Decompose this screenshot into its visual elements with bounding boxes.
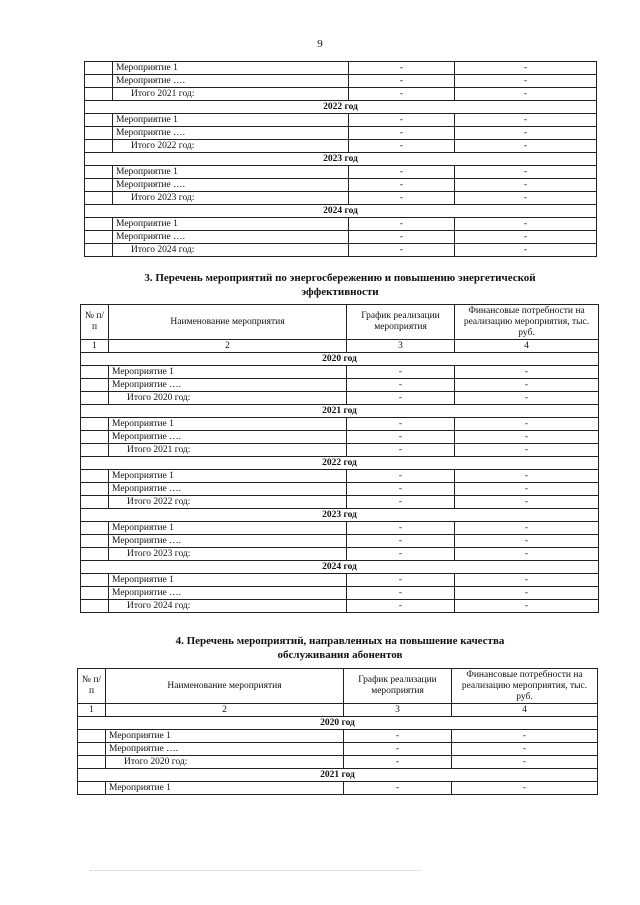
table-row	[81, 483, 599, 496]
table-cell: 2021 год	[81, 405, 599, 418]
table-cell: 2020 год	[78, 717, 598, 730]
table-cell: -	[455, 600, 599, 613]
table-cell: 4	[455, 340, 599, 353]
table-cell: Итого 2020 год:	[106, 756, 344, 769]
table-row	[81, 444, 599, 457]
table-cell: -	[455, 587, 599, 600]
footer-marks	[90, 870, 420, 872]
table-cell	[78, 782, 106, 795]
table-row	[81, 587, 599, 600]
table-cell	[81, 431, 109, 444]
table-cell: -	[455, 379, 599, 392]
table-cell: График реализации мероприятия	[347, 305, 455, 340]
table-row	[85, 88, 597, 101]
table-cell	[85, 75, 113, 88]
table-cell: Мероприятие ….	[113, 179, 349, 192]
table-row	[85, 179, 597, 192]
table-cell: -	[455, 231, 597, 244]
table-cell: Мероприятие ….	[109, 535, 347, 548]
table-header	[81, 305, 599, 340]
table-cell: -	[455, 483, 599, 496]
table-cell: -	[455, 522, 599, 535]
table-row	[85, 192, 597, 205]
table-cell: Мероприятие ….	[109, 587, 347, 600]
table-row	[85, 166, 597, 179]
table-cell	[85, 127, 113, 140]
table-cell: -	[452, 782, 598, 795]
table-cell: -	[347, 574, 455, 587]
table-cell: -	[344, 756, 452, 769]
table-cell: Наименование мероприятия	[106, 669, 344, 704]
table-row	[85, 62, 597, 75]
table-cell	[85, 179, 113, 192]
table-cell: Итого 2020 год:	[109, 392, 347, 405]
table-cell	[85, 166, 113, 179]
table-cell	[85, 88, 113, 101]
table-cell: Мероприятие 1	[113, 62, 349, 75]
table-cell: -	[347, 522, 455, 535]
table-cell: -	[455, 140, 597, 153]
table-cell: Итого 2021 год:	[113, 88, 349, 101]
table-cell	[85, 114, 113, 127]
table-cell: График реализации мероприятия	[344, 669, 452, 704]
table-cell: Мероприятие ….	[113, 75, 349, 88]
table-cell: -	[349, 231, 455, 244]
table-cell: -	[349, 218, 455, 231]
table-row	[81, 574, 599, 587]
table-cell	[85, 140, 113, 153]
table-cell: -	[455, 444, 599, 457]
table-cell: -	[344, 782, 452, 795]
table-cell: 2024 год	[85, 205, 597, 218]
table-cell: -	[455, 114, 597, 127]
table-cell: Мероприятие ….	[109, 379, 347, 392]
table-cell: Итого 2024 год:	[113, 244, 349, 257]
table-cell: -	[455, 535, 599, 548]
table-cell: 3	[344, 704, 452, 717]
table-cell	[81, 535, 109, 548]
year-row	[78, 769, 598, 782]
table-cell: -	[455, 431, 599, 444]
table-cell: Наименование мероприятия	[109, 305, 347, 340]
table-cell: Мероприятие 1	[109, 366, 347, 379]
table-cell: -	[347, 444, 455, 457]
table-cell: -	[452, 743, 598, 756]
table-cell: -	[347, 548, 455, 561]
table-row	[85, 244, 597, 257]
table-cell	[85, 62, 113, 75]
table-cell: -	[452, 756, 598, 769]
table-cell: -	[344, 730, 452, 743]
table-cell: Мероприятие 1	[113, 166, 349, 179]
table-cell: Итого 2022 год:	[113, 140, 349, 153]
table-cell: -	[455, 470, 599, 483]
table-cell	[81, 392, 109, 405]
table-cell: Итого 2024 год:	[109, 600, 347, 613]
table-cell: -	[349, 62, 455, 75]
table-row	[81, 496, 599, 509]
table-cell	[81, 587, 109, 600]
table-cell: -	[349, 114, 455, 127]
table-cell: -	[347, 366, 455, 379]
table-cell: -	[347, 600, 455, 613]
table-row	[78, 756, 598, 769]
table-cell: Мероприятие ….	[109, 431, 347, 444]
table-cell: 4	[452, 704, 598, 717]
table-cell: Мероприятие 1	[106, 782, 344, 795]
table-cell: 2023 год	[81, 509, 599, 522]
table-cell	[81, 379, 109, 392]
table-cell	[85, 231, 113, 244]
table-cell: Мероприятие ….	[106, 743, 344, 756]
table-cell: Мероприятие ….	[109, 483, 347, 496]
table-cell: 2024 год	[81, 561, 599, 574]
table-row	[81, 470, 599, 483]
table-cell	[81, 522, 109, 535]
table-cell: Мероприятие 1	[113, 218, 349, 231]
table-cell: -	[455, 366, 599, 379]
table-row	[81, 431, 599, 444]
table-cell: Финансовые потребности на реализацию мероприятия, тыс. руб.	[452, 669, 598, 704]
table-cell: Итого 2022 год:	[109, 496, 347, 509]
section4-table	[77, 668, 598, 795]
table-cell: 2	[106, 704, 344, 717]
table-row	[81, 548, 599, 561]
table-row	[78, 782, 598, 795]
table-cell	[85, 218, 113, 231]
table-cell: -	[455, 392, 599, 405]
table-cell: -	[347, 587, 455, 600]
table-cell: Мероприятие 1	[109, 470, 347, 483]
table-row	[81, 366, 599, 379]
table-cell	[81, 366, 109, 379]
table-row	[81, 600, 599, 613]
table-cell: -	[455, 179, 597, 192]
table-row	[81, 418, 599, 431]
table-cell	[85, 244, 113, 257]
table-cell: 3	[347, 340, 455, 353]
table-cell	[85, 192, 113, 205]
table-cell: -	[347, 496, 455, 509]
year-row	[85, 205, 597, 218]
table-cell: -	[349, 192, 455, 205]
year-row	[85, 153, 597, 166]
table-cell: -	[347, 431, 455, 444]
table-row	[85, 231, 597, 244]
table-row	[81, 392, 599, 405]
table-row	[81, 522, 599, 535]
table-cell: Итого 2023 год:	[109, 548, 347, 561]
table-cell: -	[349, 244, 455, 257]
table-cell: -	[349, 88, 455, 101]
year-row	[81, 353, 599, 366]
table-cell: -	[455, 88, 597, 101]
table-cell: Финансовые потребности на реализацию мероприятия, тыс. руб.	[455, 305, 599, 340]
table-cell: 2022 год	[85, 101, 597, 114]
table-cell: -	[349, 140, 455, 153]
year-row	[81, 509, 599, 522]
table-row	[85, 140, 597, 153]
table-row	[78, 743, 598, 756]
table-cell	[78, 743, 106, 756]
table-cell	[78, 756, 106, 769]
table-cell: -	[455, 75, 597, 88]
section3-table	[80, 304, 599, 613]
table-cell: Итого 2023 год:	[113, 192, 349, 205]
table-row	[85, 114, 597, 127]
table-cell	[81, 444, 109, 457]
table-cell	[78, 730, 106, 743]
table-cell: 2023 год	[85, 153, 597, 166]
year-row	[81, 405, 599, 418]
table-cell: -	[349, 179, 455, 192]
year-row	[81, 457, 599, 470]
page-number: 9	[317, 38, 323, 50]
table-cell	[81, 483, 109, 496]
table-cell: Мероприятие ….	[113, 231, 349, 244]
table-cell: -	[452, 730, 598, 743]
table-header	[78, 669, 598, 704]
year-row	[81, 561, 599, 574]
column-numbers	[78, 704, 598, 717]
table-cell: № п/п	[81, 305, 109, 340]
table-cell: Мероприятие 1	[109, 574, 347, 587]
table-cell: -	[455, 418, 599, 431]
table-row	[85, 75, 597, 88]
table-row	[81, 379, 599, 392]
table-cell	[81, 574, 109, 587]
table-cell: Мероприятие 1	[109, 522, 347, 535]
table-cell: -	[347, 535, 455, 548]
table-cell: -	[347, 379, 455, 392]
table-cell: -	[344, 743, 452, 756]
table-cell: -	[455, 496, 599, 509]
table-cell: -	[455, 62, 597, 75]
table-cell: -	[349, 127, 455, 140]
table-cell: -	[455, 244, 597, 257]
column-numbers	[81, 340, 599, 353]
table-row	[81, 535, 599, 548]
table-cell: Мероприятие 1	[113, 114, 349, 127]
table-cell: Итого 2021 год:	[109, 444, 347, 457]
table-cell: 1	[81, 340, 109, 353]
table-cell: -	[455, 192, 597, 205]
table-cell: -	[349, 166, 455, 179]
table-cell	[81, 600, 109, 613]
table-cell: 2021 год	[78, 769, 598, 782]
table-cell: 2	[109, 340, 347, 353]
table-cell: Мероприятие 1	[109, 418, 347, 431]
year-row	[85, 101, 597, 114]
table-cell: 2022 год	[81, 457, 599, 470]
table-cell: -	[455, 574, 599, 587]
table-cell	[81, 496, 109, 509]
table-cell: -	[347, 483, 455, 496]
table-cell: -	[455, 218, 597, 231]
section3-title: 3. Перечень мероприятий по энергосбережению и повышению энергетической эффективности	[144, 272, 536, 298]
year-row	[78, 717, 598, 730]
top-table	[84, 61, 597, 257]
table-cell	[81, 418, 109, 431]
table-cell	[81, 470, 109, 483]
table-cell: Мероприятие 1	[106, 730, 344, 743]
table-row	[85, 218, 597, 231]
table-cell: -	[347, 392, 455, 405]
table-cell: -	[455, 548, 599, 561]
table-cell: Мероприятие ….	[113, 127, 349, 140]
table-cell: -	[347, 418, 455, 431]
table-cell: 1	[78, 704, 106, 717]
table-cell: -	[347, 470, 455, 483]
section4-title: 4. Перечень мероприятий, направленных на повышение качества обслуживания абонентов	[175, 635, 505, 661]
table-cell: -	[455, 127, 597, 140]
table-cell: № п/п	[78, 669, 106, 704]
table-row	[85, 127, 597, 140]
table-cell: -	[455, 166, 597, 179]
table-cell: 2020 год	[81, 353, 599, 366]
table-row	[78, 730, 598, 743]
table-cell: -	[349, 75, 455, 88]
table-cell	[81, 548, 109, 561]
